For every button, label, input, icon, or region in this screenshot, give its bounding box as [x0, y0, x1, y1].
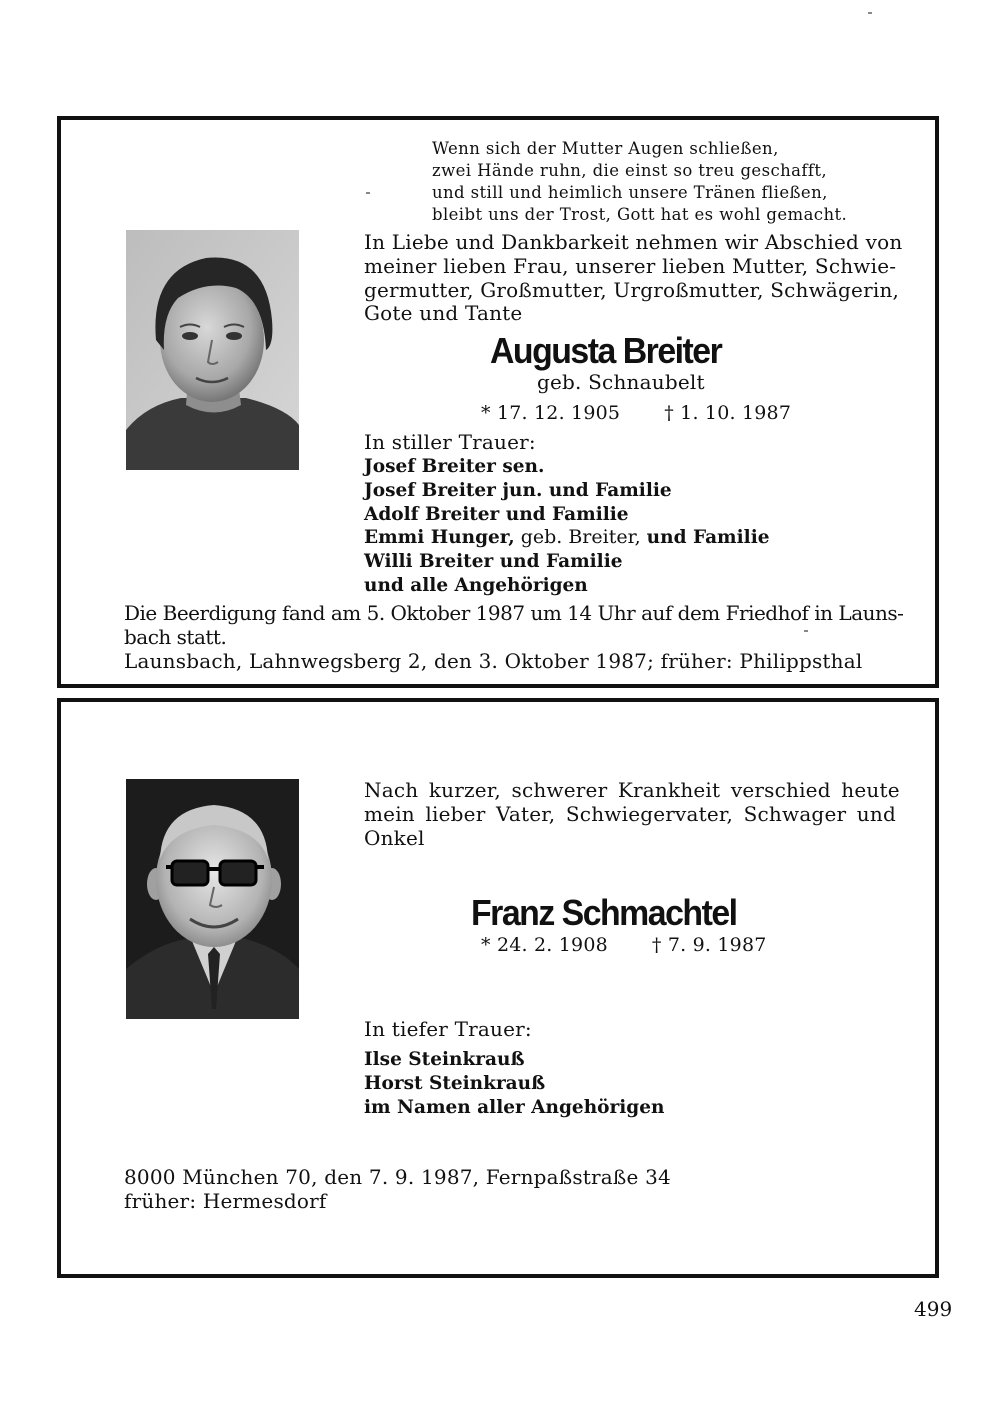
page-number: 499: [914, 1297, 953, 1321]
intro-line: mein lieber Vater, Schwiegervater, Schwager und: [364, 801, 896, 826]
intro-line: Onkel: [364, 825, 425, 850]
mourner-line: Adolf Breiter und Familie: [364, 503, 629, 525]
birth-date: * 17. 12. 1905: [481, 402, 621, 424]
obituary-notice-franz-schmachtel: [57, 698, 939, 1278]
portrait-photo-augusta-breiter: [126, 230, 299, 470]
mourner-line: Willi Breiter und Familie: [364, 551, 623, 573]
death-announcement-intro: [364, 779, 900, 850]
poem-line: Wenn sich der Mutter Augen schließen,: [432, 139, 779, 158]
intro-line: In Liebe und Dankbarkeit nehmen wir Abschied von: [364, 230, 903, 254]
poem-line: und still und heimlich unsere Tränen fließen,: [432, 183, 828, 202]
scan-speck: [868, 12, 872, 14]
mourner-line: und alle Angehörigen: [364, 574, 588, 596]
poem-line: bleibt uns der Trost, Gott hat es wohl gemacht.: [432, 205, 848, 224]
mourners-list: [364, 455, 770, 598]
death-date: † 1. 10. 1987: [664, 402, 792, 424]
scan-speck: [366, 192, 370, 194]
deceased-name: Augusta Breiter: [490, 330, 722, 371]
intro-line: Nach kurzer, schwerer Krankheit verschied heute: [364, 778, 900, 802]
obituary-notice-augusta-breiter: [57, 116, 939, 688]
address-line: Launsbach, Lahnwegsberg 2, den 3. Oktober 1987; früher: Philippsthal: [124, 649, 863, 673]
mourner-line: Josef Breiter jun. und Familie: [364, 479, 672, 501]
intro-line: germutter, Großmutter, Urgroßmutter, Schwägerin,: [364, 277, 900, 302]
funeral-line: bach statt.: [124, 624, 227, 649]
funeral-info: [124, 602, 903, 650]
mourner-line: Ilse Steinkrauß: [364, 1049, 525, 1070]
maiden-name: geb. Schnaubelt: [537, 370, 705, 394]
farewell-intro: [364, 231, 902, 326]
funeral-line: Die Beerdigung fand am 5. Oktober 1987 um 14 Uhr auf dem Friedhof in Launs-: [124, 601, 904, 625]
poem-line: zwei Hände ruhn, die einst so treu geschafft,: [432, 161, 828, 180]
address-line: 8000 München 70, den 7. 9. 1987, Fernpaßstraße 34: [124, 1165, 671, 1189]
intro-line: meiner lieben Frau, unserer lieben Mutter, Schwie-: [364, 253, 897, 278]
scan-speck: [804, 630, 808, 632]
portrait-photo-franz-schmachtel: [126, 779, 299, 1019]
mourner-line: im Namen aller Angehörigen: [364, 1096, 665, 1118]
death-date: † 7. 9. 1987: [651, 934, 767, 956]
address-block: [124, 1166, 671, 1214]
deceased-name: Franz Schmachtel: [471, 892, 737, 933]
mourner-line: Emmi Hunger, geb. Breiter, und Familie: [364, 526, 770, 549]
mourning-label: In stiller Trauer:: [364, 430, 536, 454]
memorial-poem: [432, 138, 847, 226]
address-line: früher: Hermesdorf: [124, 1188, 327, 1213]
life-dates: [481, 934, 767, 956]
intro-line: Gote und Tante: [364, 301, 523, 326]
birth-date: * 24. 2. 1908: [481, 934, 608, 956]
life-dates: [481, 402, 791, 424]
mourner-line: Josef Breiter sen.: [364, 456, 545, 477]
mourning-label: In tiefer Trauer:: [364, 1017, 532, 1041]
mourners-list: [364, 1048, 664, 1119]
mourner-line: Horst Steinkrauß: [364, 1072, 546, 1094]
